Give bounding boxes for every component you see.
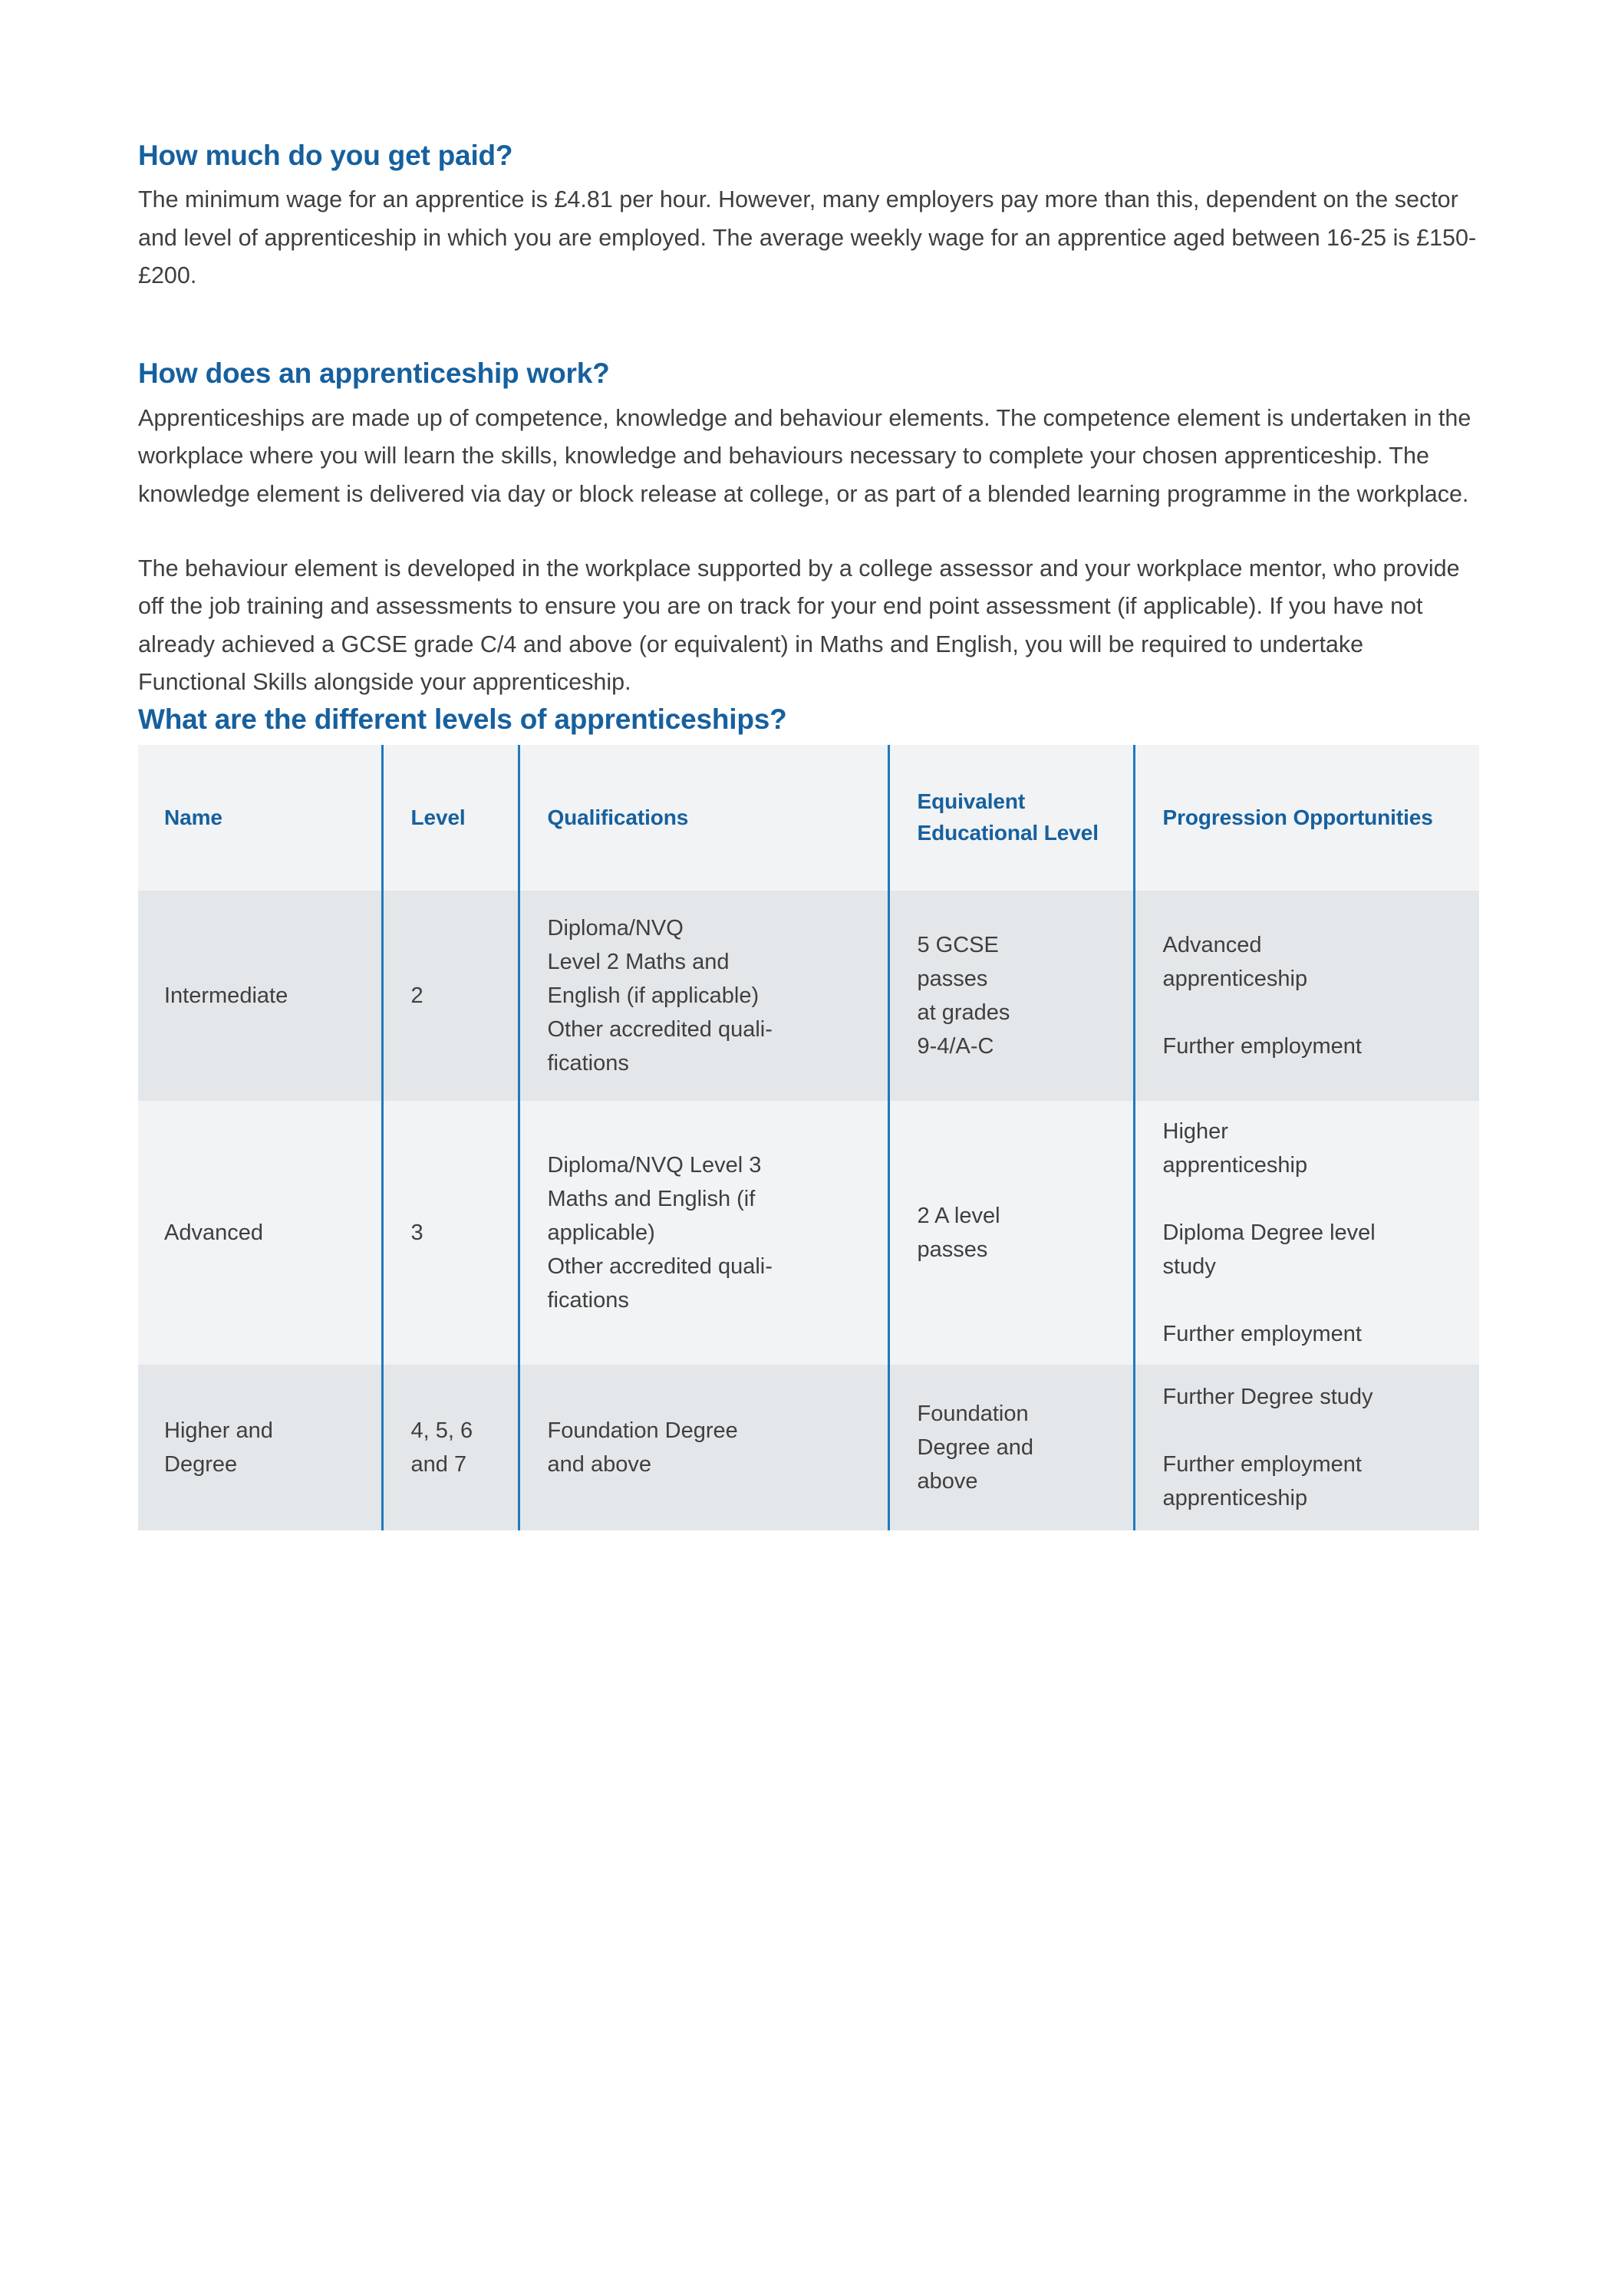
- progression-line: Further Degree study: [1162, 1385, 1373, 1410]
- equivalent-line: 9-4/A-C: [917, 1033, 994, 1059]
- cell-level: [382, 1365, 519, 1530]
- qualification-line: fications: [547, 1050, 629, 1076]
- equivalent-line: 5 GCSE: [917, 932, 999, 957]
- apprenticeship-levels-table: [138, 745, 1479, 1531]
- column-header-name: Name: [164, 805, 222, 829]
- qualification-line: Level 2 Maths and: [547, 949, 730, 974]
- table-row: [138, 1101, 1479, 1365]
- progression-line: study: [1162, 1254, 1216, 1280]
- progression-line: apprenticeship: [1162, 966, 1308, 991]
- section-heading-pay: How much do you get paid?: [138, 140, 513, 171]
- cell-name: [138, 1365, 382, 1530]
- qualification-line: applicable): [547, 1220, 655, 1246]
- cell-equivalent-educational-level: [888, 1101, 1134, 1365]
- cell-qualifications: [519, 891, 888, 1101]
- paragraph-how-it-works-2: The behaviour element is developed in the workplace supported by a college assessor and your workplace mentor, who provide off the job training and assessments to ensure you are on track for your end point assessment (if applicable). If you have not already achieved a GCSE grade C/4 and above (or equivalent) in Maths and English, you will be required to undertake Functional Skills alongside your apprenticeship.: [138, 555, 1460, 696]
- cell-level: 3: [382, 1101, 519, 1365]
- column-header-equivalent-line-1: Equivalent: [917, 789, 1026, 814]
- equivalent-line: at grades: [917, 1000, 1010, 1025]
- column-header-qualifications: Qualifications: [519, 745, 888, 891]
- equivalent-line: passes: [917, 1237, 988, 1263]
- qualification-line: and above: [547, 1452, 651, 1477]
- section-heading-how-it-works: How does an apprenticeship work?: [138, 357, 610, 390]
- progression-line: Diploma Degree level: [1162, 1220, 1376, 1246]
- cell-progression-opportunities: [1134, 1101, 1479, 1365]
- progression-line: apprenticeship: [1162, 1152, 1308, 1178]
- table-row: [138, 1365, 1479, 1530]
- qualification-line: English (if applicable): [547, 983, 760, 1008]
- table-header: [138, 745, 1479, 891]
- paragraph-pay: The minimum wage for an apprentice is £4.81 per hour. However, many employers pay more than this, dependent on the sector and level of apprenticeship in which you are employed. The average weekly wage for an apprentice aged between 16-25 is £150-£200.: [138, 186, 1477, 289]
- column-header-equivalent-line-3: Level: [1043, 820, 1099, 845]
- cell-qualifications: [519, 1101, 888, 1365]
- progression-line: Higher: [1162, 1118, 1228, 1144]
- equivalent-line: Degree and: [917, 1435, 1034, 1461]
- cell-name: Intermediate: [164, 983, 288, 1008]
- equivalent-line: passes: [917, 966, 988, 991]
- qualification-line: fications: [547, 1288, 629, 1313]
- table-row: [138, 891, 1479, 1101]
- progression-line: Advanced: [1162, 932, 1262, 957]
- equivalent-line: Foundation: [917, 1402, 1029, 1427]
- progression-line: apprenticeship: [1162, 1486, 1308, 1511]
- column-header-level: Level: [382, 745, 519, 891]
- cell-equivalent-educational-level: [888, 1365, 1134, 1530]
- table-header-row: [138, 745, 1479, 891]
- document-content: [138, 138, 1477, 1530]
- cell-equivalent-educational-level: [888, 891, 1134, 1101]
- column-header-equivalent-educational-level: [888, 745, 1134, 891]
- level-line: and 7: [410, 1452, 467, 1477]
- qualification-line: Maths and English (if: [547, 1186, 756, 1211]
- name-line: Higher and: [164, 1418, 273, 1444]
- table-body: [138, 891, 1479, 1531]
- qualification-line: Foundation Degree: [547, 1418, 738, 1444]
- progression-line: Further employment: [1162, 1452, 1362, 1477]
- section-heading-levels: What are the different levels of apprenticeships?: [138, 703, 787, 735]
- qualification-line: Diploma/NVQ: [547, 915, 684, 940]
- progression-line: Further employment: [1162, 1033, 1362, 1059]
- column-header-progression-line-1: Progression: [1162, 805, 1287, 829]
- qualification-line: Diploma/NVQ Level 3: [547, 1152, 762, 1178]
- cell-qualifications: [519, 1365, 888, 1530]
- cell-progression-opportunities: [1134, 1365, 1479, 1530]
- paragraph-how-it-works-1: Apprenticeships are made up of competence, knowledge and behaviour elements. The competence element is undertaken in the workplace where you will learn the skills, knowledge and behaviours necessary to complete your chosen apprenticeship. The knowledge element is delivered via day or block release at college, or as part of a blended learning programme in the workplace.: [138, 404, 1471, 507]
- equivalent-line: above: [917, 1469, 978, 1494]
- progression-line: Further employment: [1162, 1322, 1362, 1347]
- cell-progression-opportunities: [1134, 891, 1479, 1101]
- column-header-progression-opportunities: [1134, 745, 1479, 891]
- cell-level: 2: [382, 891, 519, 1101]
- qualification-line: Other accredited quali-: [547, 1016, 773, 1042]
- column-header-equivalent-line-2: Educational: [917, 820, 1039, 845]
- name-line: Degree: [164, 1452, 238, 1477]
- column-header-progression-line-2: Opportunities: [1293, 805, 1433, 829]
- qualification-line: Other accredited quali-: [547, 1254, 773, 1280]
- equivalent-line: 2 A level: [917, 1204, 1000, 1228]
- level-line: 4, 5, 6: [410, 1418, 473, 1444]
- cell-name: Advanced: [164, 1220, 263, 1246]
